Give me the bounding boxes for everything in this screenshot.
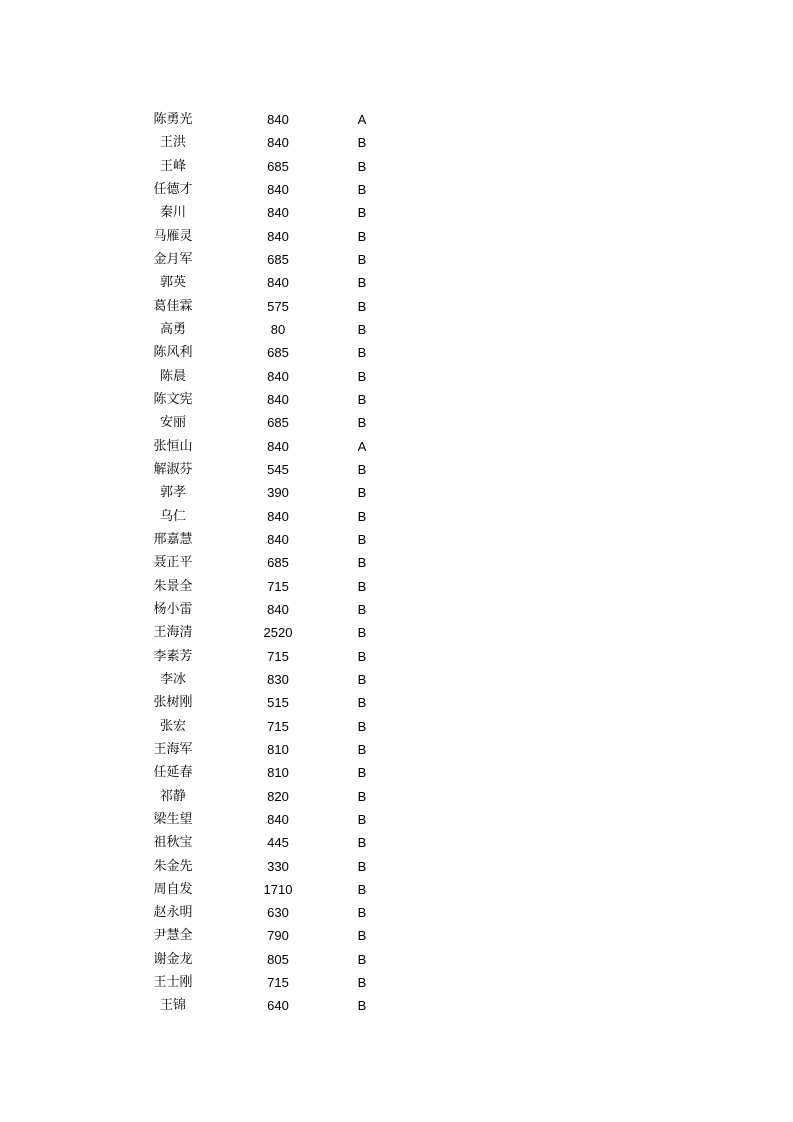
amount-cell: 840: [267, 368, 289, 384]
grade-cell: B: [357, 251, 367, 267]
name-cell: 赵永明: [153, 905, 193, 921]
table-row: [0, 248, 793, 271]
amount-cell: 515: [267, 695, 289, 711]
grade-cell: B: [357, 765, 367, 781]
grade-cell: B: [357, 671, 367, 687]
name-cell: 祖秋宝: [153, 835, 193, 851]
name-cell: 解淑芬: [153, 461, 193, 477]
name-cell: 张宏: [159, 718, 186, 734]
name-cell: 乌仁: [159, 508, 186, 524]
name-cell: 陈文宪: [153, 391, 193, 407]
amount-cell: 840: [267, 135, 289, 151]
table-row: [0, 831, 793, 854]
table-row: [0, 761, 793, 784]
name-cell: 李冰: [159, 671, 186, 687]
name-cell: 聂正平: [153, 555, 193, 571]
name-cell: 王海军: [153, 741, 193, 757]
grade-cell: B: [357, 928, 367, 944]
table-row: [0, 458, 793, 481]
table-row: [0, 994, 793, 1017]
table-row: [0, 878, 793, 901]
table-row: [0, 948, 793, 971]
grade-cell: B: [357, 951, 367, 967]
amount-cell: 830: [267, 671, 289, 687]
amount-cell: 810: [267, 741, 289, 757]
grade-cell: B: [357, 601, 367, 617]
grade-cell: B: [357, 858, 367, 874]
name-cell: 秦川: [159, 205, 186, 221]
name-cell: 朱景全: [153, 578, 193, 594]
amount-cell: 545: [267, 461, 289, 477]
name-cell: 王峰: [159, 158, 186, 174]
grade-cell: B: [357, 835, 367, 851]
grade-cell: B: [357, 555, 367, 571]
amount-cell: 685: [267, 345, 289, 361]
table-row: [0, 108, 793, 131]
amount-cell: 840: [267, 275, 289, 291]
grade-cell: B: [357, 461, 367, 477]
table-row: [0, 901, 793, 924]
table-row: [0, 575, 793, 598]
table-row: [0, 621, 793, 644]
amount-cell: 820: [267, 788, 289, 804]
table-row: [0, 528, 793, 551]
table-row: [0, 691, 793, 714]
name-cell: 金月军: [153, 251, 193, 267]
table-row: [0, 178, 793, 201]
amount-cell: 840: [267, 531, 289, 547]
amount-cell: 840: [267, 601, 289, 617]
table-row: [0, 481, 793, 504]
amount-cell: 685: [267, 555, 289, 571]
table-row: [0, 318, 793, 341]
name-cell: 张树刚: [153, 695, 193, 711]
grade-cell: B: [357, 298, 367, 314]
name-cell: 郭英: [159, 275, 186, 291]
grade-cell: B: [357, 718, 367, 734]
amount-cell: 715: [267, 578, 289, 594]
amount-cell: 840: [267, 228, 289, 244]
amount-cell: 2520: [263, 625, 293, 641]
grade-cell: B: [357, 345, 367, 361]
table-row: [0, 271, 793, 294]
name-cell: 梁生望: [153, 811, 193, 827]
name-cell: 郭孝: [159, 485, 186, 501]
name-cell: 王锦: [159, 998, 186, 1014]
table-row: [0, 808, 793, 831]
grade-cell: B: [357, 508, 367, 524]
grade-cell: B: [357, 135, 367, 151]
amount-cell: 685: [267, 251, 289, 267]
grade-cell: B: [357, 485, 367, 501]
table-row: [0, 645, 793, 668]
grade-cell: B: [357, 905, 367, 921]
name-cell: 邢嘉慧: [153, 531, 193, 547]
name-cell: 尹慧全: [153, 928, 193, 944]
amount-cell: 840: [267, 391, 289, 407]
grade-cell: B: [357, 391, 367, 407]
name-cell: 安丽: [159, 415, 186, 431]
table-row: [0, 201, 793, 224]
name-cell: 陈勇光: [153, 112, 193, 127]
grade-cell: A: [357, 438, 367, 454]
table-row: [0, 155, 793, 178]
table-row: [0, 435, 793, 458]
table-row: [0, 225, 793, 248]
grade-cell: B: [357, 811, 367, 827]
name-cell: 周自发: [153, 881, 193, 897]
grade-cell: B: [357, 695, 367, 711]
name-cell: 谢金龙: [153, 951, 193, 967]
amount-cell: 840: [267, 205, 289, 221]
grade-cell: B: [357, 788, 367, 804]
amount-cell: 840: [267, 438, 289, 454]
grade-cell: A: [357, 112, 367, 127]
table-row: [0, 855, 793, 878]
grade-cell: B: [357, 998, 367, 1014]
table-row: [0, 388, 793, 411]
grade-cell: B: [357, 975, 367, 991]
table-row: [0, 971, 793, 994]
amount-cell: 840: [267, 112, 289, 127]
table-row: [0, 738, 793, 761]
name-cell: 王洪: [159, 135, 186, 151]
amount-cell: 715: [267, 648, 289, 664]
amount-cell: 805: [267, 951, 289, 967]
amount-cell: 640: [267, 998, 289, 1014]
amount-cell: 445: [267, 835, 289, 851]
grade-cell: B: [357, 321, 367, 337]
amount-cell: 840: [267, 508, 289, 524]
name-cell: 张恒山: [153, 438, 193, 454]
amount-cell: 715: [267, 718, 289, 734]
name-cell: 陈晨: [159, 368, 186, 384]
table-row: [0, 131, 793, 154]
name-cell: 陈风利: [153, 345, 193, 361]
table-row: [0, 668, 793, 691]
table-row: [0, 341, 793, 364]
table-row: [0, 295, 793, 318]
grade-cell: B: [357, 158, 367, 174]
table-row: [0, 551, 793, 574]
grade-cell: B: [357, 531, 367, 547]
amount-cell: 390: [267, 485, 289, 501]
grade-cell: B: [357, 368, 367, 384]
amount-cell: 1710: [263, 881, 293, 897]
table-row: [0, 505, 793, 528]
name-cell: 朱金先: [153, 858, 193, 874]
grade-cell: B: [357, 205, 367, 221]
amount-cell: 685: [267, 415, 289, 431]
table-row: [0, 365, 793, 388]
name-cell: 高勇: [159, 321, 186, 337]
table-row: [0, 715, 793, 738]
amount-cell: 840: [267, 811, 289, 827]
amount-cell: 790: [267, 928, 289, 944]
amount-cell: 330: [267, 858, 289, 874]
grade-cell: B: [357, 275, 367, 291]
grade-cell: B: [357, 741, 367, 757]
name-cell: 任德才: [153, 181, 193, 197]
data-table: [0, 108, 793, 1018]
grade-cell: B: [357, 625, 367, 641]
amount-cell: 80: [270, 321, 286, 337]
grade-cell: B: [357, 881, 367, 897]
grade-cell: B: [357, 415, 367, 431]
grade-cell: B: [357, 578, 367, 594]
amount-cell: 840: [267, 181, 289, 197]
amount-cell: 575: [267, 298, 289, 314]
grade-cell: B: [357, 648, 367, 664]
amount-cell: 715: [267, 975, 289, 991]
name-cell: 任延春: [153, 765, 193, 781]
amount-cell: 630: [267, 905, 289, 921]
name-cell: 王士刚: [153, 975, 193, 991]
table-row: [0, 924, 793, 947]
name-cell: 马雁灵: [153, 228, 193, 244]
amount-cell: 685: [267, 158, 289, 174]
name-cell: 祁静: [159, 788, 186, 804]
grade-cell: B: [357, 181, 367, 197]
table-row: [0, 598, 793, 621]
amount-cell: 810: [267, 765, 289, 781]
name-cell: 李素芳: [153, 648, 193, 664]
name-cell: 葛佳霖: [153, 298, 193, 314]
name-cell: 杨小雷: [153, 601, 193, 617]
grade-cell: B: [357, 228, 367, 244]
table-row: [0, 411, 793, 434]
table-row: [0, 785, 793, 808]
name-cell: 王海清: [153, 625, 193, 641]
